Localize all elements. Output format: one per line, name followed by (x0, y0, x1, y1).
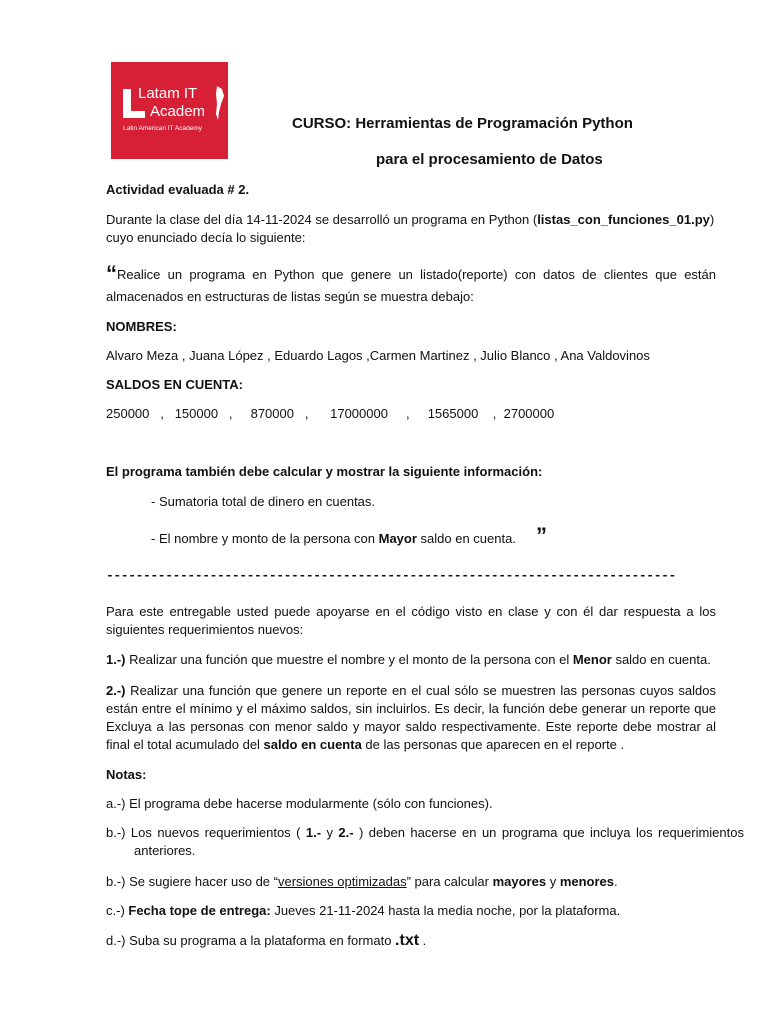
open-quote: “ (106, 261, 117, 286)
calc-item-2-bold: Mayor (378, 531, 417, 546)
note-b1-bold-1: 1.- (305, 825, 322, 840)
note-c (106, 902, 716, 920)
deliverable-paragraph: Para este entregable usted puede apoyarse en el código visto en clase y con él dar respuesta a los siguientes requerimientos nuevos: (106, 604, 716, 637)
note-c-prefix: c.-) (106, 903, 129, 918)
calc-heading: El programa también debe calcular y mostrar la siguiente información: (106, 464, 543, 479)
req1-number: 1.-) (106, 652, 126, 667)
note-d (106, 932, 716, 950)
balance-value: 2700000 (503, 406, 555, 421)
balance-value: 250000 (106, 406, 150, 421)
calc-item-1: - Sumatoria total de dinero en cuentas. (151, 494, 376, 509)
note-b1-text: b.-) Los nuevos requerimientos ( (106, 825, 306, 840)
dashed-divider: ----------------------------------------------------------------------------- (106, 568, 676, 583)
note-c-tail: Jueves 21-11-2024 hasta la media noche, por la plataforma. (270, 903, 621, 918)
note-d-end: . (419, 933, 427, 948)
intro-text-1: Durante la clase del día 14-11-2024 se desarrolló un programa en Python ( (106, 212, 538, 227)
note-d-format: .txt (395, 932, 420, 949)
requirement-1 (106, 651, 716, 669)
notes-heading: Notas: (106, 767, 147, 782)
academy-logo (111, 62, 228, 159)
note-b1 (106, 824, 744, 860)
req1-text: Realizar una función que muestre el nombre y el monto de la persona con el (125, 652, 573, 667)
note-b1-tail: ) deben hacerse en un programa que incluya los requerimientos anteriores. (134, 825, 744, 858)
names-label: NOMBRES: (106, 319, 177, 334)
note-b2-conj: y (546, 874, 560, 889)
req1-bold: Menor (572, 652, 612, 667)
note-b1-mid: y (321, 825, 339, 840)
quote-paragraph (106, 261, 716, 308)
note-b2-underlined: versiones optimizadas (277, 874, 407, 889)
balances-values: 250000 , 150000 , 870000 , 17000000 , 1565000 , 2700000 (106, 406, 555, 421)
intro-paragraph (106, 211, 716, 247)
logo-line-3: Latin American IT Academy (123, 125, 203, 132)
intro-filename: listas_con_funciones_01.py (537, 212, 710, 227)
activity-heading: Actividad evaluada # 2. (106, 182, 250, 197)
note-b2-text: b.-) Se sugiere hacer uso de “ (106, 874, 278, 889)
course-subtitle: para el procesamiento de Datos (376, 151, 603, 168)
note-c-bold: Fecha tope de entrega: (128, 903, 271, 918)
logo-line-1: Latam IT (138, 85, 198, 102)
intro-text-2: ) (709, 212, 715, 227)
balance-value: 870000 (250, 406, 294, 421)
logo-line-2: Academ (150, 103, 206, 120)
logo-mark-foot (123, 111, 145, 118)
balance-value: 1565000 (427, 406, 479, 421)
balance-value: 150000 (174, 406, 219, 421)
req2-number: 2.-) (106, 683, 126, 698)
req2-bold: saldo en cuenta (263, 737, 362, 752)
close-quote: ” (536, 523, 547, 548)
req2-tail: de las personas que aparecen en el reporte . (361, 737, 625, 752)
balances-label: SALDOS EN CUENTA: (106, 377, 243, 392)
req2-text: Realizar una función que genere un reporte en el cual sólo se muestren las personas cuyos saldos están entre el mínimo y el máximo saldos, sin incluirlos. Es decir, la función debe generar un reporte que Excluya a las personas con menor saldo y mayor saldo respectivamente. Este reporte debe mostrar al final el total acumulado del (106, 683, 716, 752)
calc-item-2-text: - El nombre y monto de la persona con (151, 531, 379, 546)
quote-text: Realice un programa en Python que genere un listado(reporte) con datos de clientes que están almacenados en estructuras de listas según se muestra debajo: (106, 267, 716, 304)
note-b2-mid: ” para calcular (406, 874, 493, 889)
calc-item-2-tail: saldo en cuenta. (416, 531, 516, 546)
requirement-2 (106, 682, 716, 754)
note-b2-bold-2: menores (559, 874, 615, 889)
note-b2-bold-1: mayores (492, 874, 547, 889)
note-a: a.-) El programa debe hacerse modularmente (sólo con funciones). (106, 796, 493, 811)
course-title: CURSO: Herramientas de Programación Python (292, 115, 633, 132)
note-b2 (106, 873, 716, 891)
note-b2-end: . (614, 874, 618, 889)
note-b1-bold-2: 2.- (338, 825, 354, 840)
note-d-text: d.-) Suba su programa a la plataforma en formato (106, 933, 396, 948)
req1-tail: saldo en cuenta. (611, 652, 711, 667)
balance-value: 17000000 (330, 406, 388, 421)
latin-america-map-icon (215, 84, 225, 124)
names-value: Alvaro Meza , Juana López , Eduardo Lagos ,Carmen Martinez , Julio Blanco , Ana Valdovinos (106, 348, 650, 363)
calc-item-2 (151, 523, 711, 548)
intro-line-2: cuyo enunciado decía lo siguiente: (106, 230, 306, 245)
